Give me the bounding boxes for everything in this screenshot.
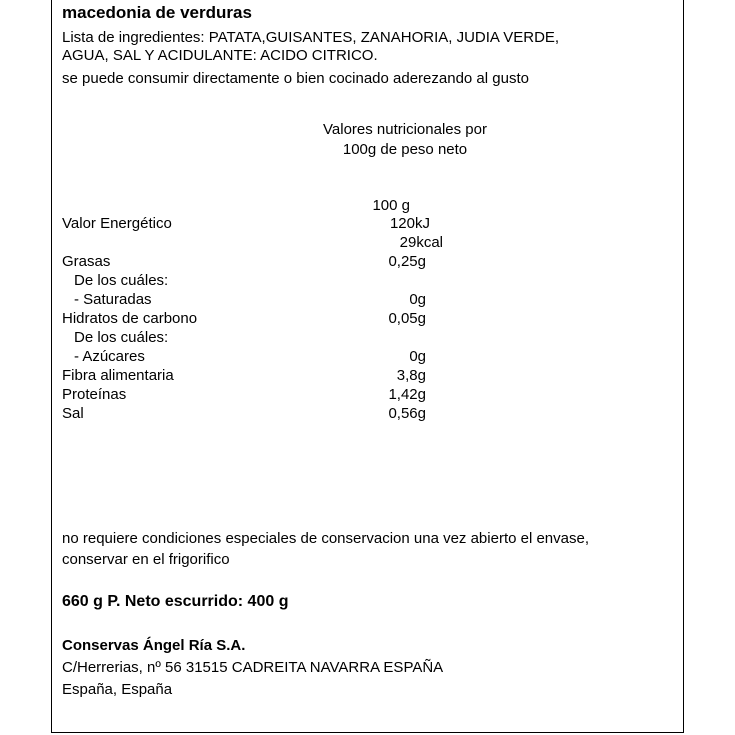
ingredients-line-2: AGUA, SAL Y ACIDULANTE: ACIDO CITRICO. [62,47,378,64]
nutrient-label: - Azúcares [74,348,145,365]
storage-line-2: conservar en el frigorifico [62,551,230,568]
nutrient-label: Grasas [62,253,111,270]
product-name: macedonia de verduras [62,3,252,22]
nutrient-label: Valor Energético [62,215,172,232]
nutrition-column-header: 100 g [372,197,410,214]
ingredients-line-1: Lista de ingredientes: PATATA,GUISANTES, ZANAHORIA, JUDIA VERDE, [62,29,560,46]
usage-text: se puede consumir directamente o bien cocinado aderezando al gusto [62,70,529,87]
net-weight: 660 g P. Neto escurrido: 400 g [62,593,289,610]
nutrient-value: 0,56g [388,405,426,422]
nutrient-value: 0g [409,348,426,365]
nutrition-header-line-1: Valores nutricionales por [323,121,487,138]
nutrient-label: Sal [62,405,84,422]
nutrient-sublabel: De los cuáles: [74,272,169,289]
nutrient-value: 0,25g [388,253,426,270]
nutrient-value: 120kJ [389,215,430,232]
manufacturer-address: C/Herrerias, nº 56 31515 CADREITA NAVARRA ESPAÑA [62,659,444,676]
manufacturer-country: España, España [62,681,173,698]
nutrient-label: Hidratos de carbono [62,310,198,327]
nutrient-label: Proteínas [62,386,127,403]
nutrient-value: 29kcal [399,234,443,251]
nutrient-value: 1,42g [388,386,426,403]
nutrient-value: 3,8g [396,367,426,384]
storage-line-1: no requiere condiciones especiales de conservacion una vez abierto el envase, [62,530,589,547]
nutrition-header-line-2: 100g de peso neto [342,141,468,158]
nutrient-sublabel: De los cuáles: [74,329,169,346]
nutrient-value: 0,05g [388,310,426,327]
manufacturer-name: Conservas Ángel Ría S.A. [62,637,246,654]
nutrient-label: Fibra alimentaria [62,367,174,384]
nutrient-value: 0g [409,291,426,308]
nutrient-label: - Saturadas [74,291,152,308]
